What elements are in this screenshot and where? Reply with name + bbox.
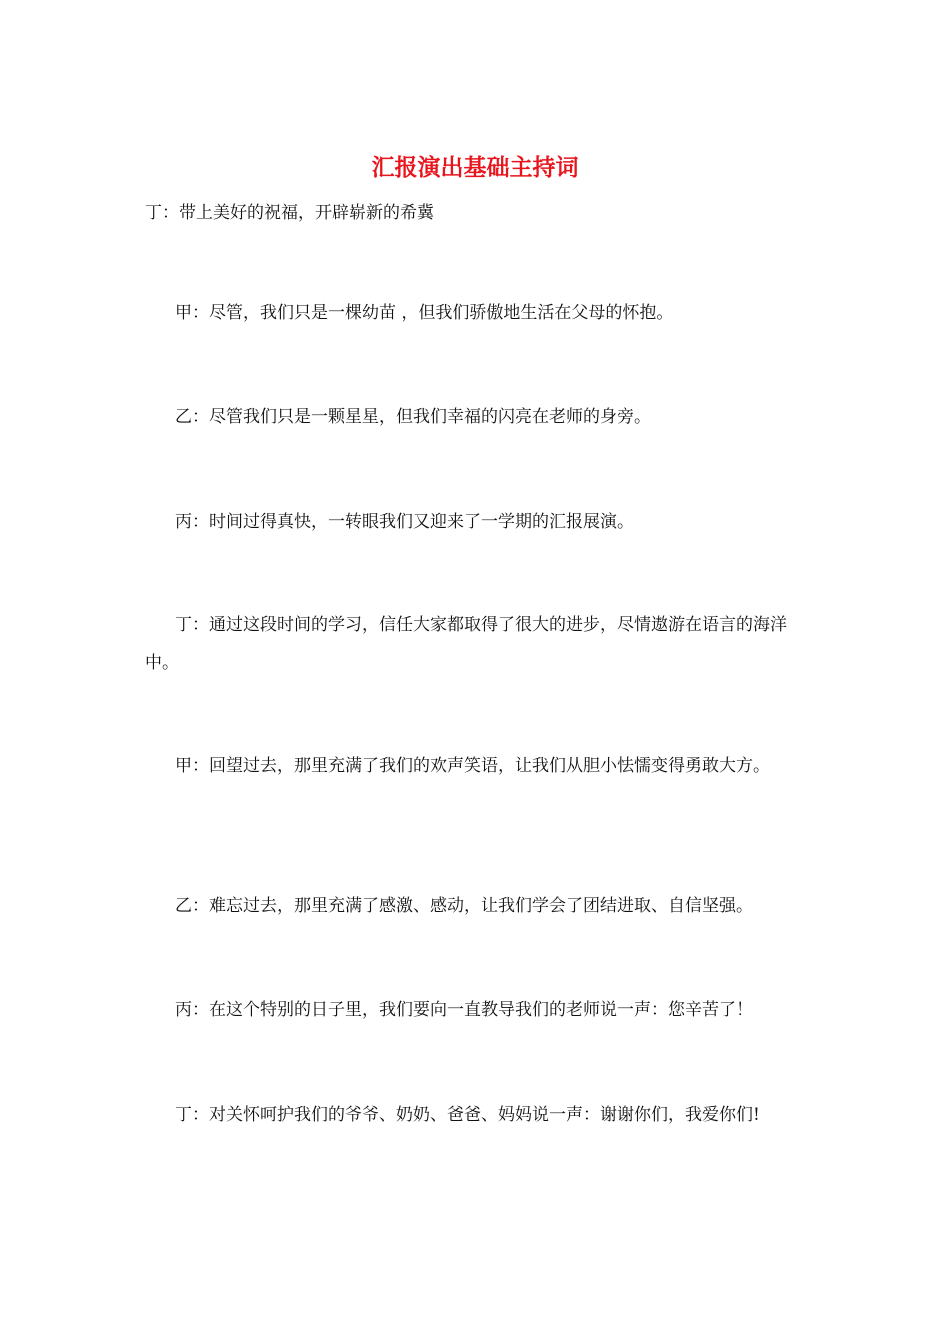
paragraph-1: 丁：带上美好的祝福，开辟崭新的希冀 (145, 203, 434, 223)
paragraph-8: 丙：在这个特别的日子里，我们要向一直教导我们的老师说一声：您辛苦了！ (175, 1000, 753, 1020)
paragraph-5: 丁：通过这段时间的学习，信任大家都取得了很大的进步，尽情遨游在语言的海洋中。 (145, 615, 787, 673)
paragraph-9: 丁：对关怀呵护我们的爷爷、奶奶、爸爸、妈妈说一声：谢谢你们，我爱你们! (175, 1105, 760, 1125)
document-title: 汇报演出基础主持词 (371, 154, 579, 181)
paragraph-4: 丙：时间过得真快，一转眼我们又迎来了一学期的汇报展演。 (175, 512, 634, 532)
paragraph-2: 甲：尽管，我们只是一棵幼苗 ，但我们骄傲地生活在父母的怀抱。 (175, 303, 674, 323)
paragraph-3: 乙：尽管我们只是一颗星星，但我们幸福的闪亮在老师的身旁。 (175, 407, 651, 427)
paragraph-7: 乙：难忘过去，那里充满了感激、感动，让我们学会了团结进取、自信坚强。 (175, 896, 753, 916)
paragraph-6: 甲：回望过去，那里充满了我们的欢声笑语，让我们从胆小怯懦变得勇敢大方。 (175, 756, 770, 776)
